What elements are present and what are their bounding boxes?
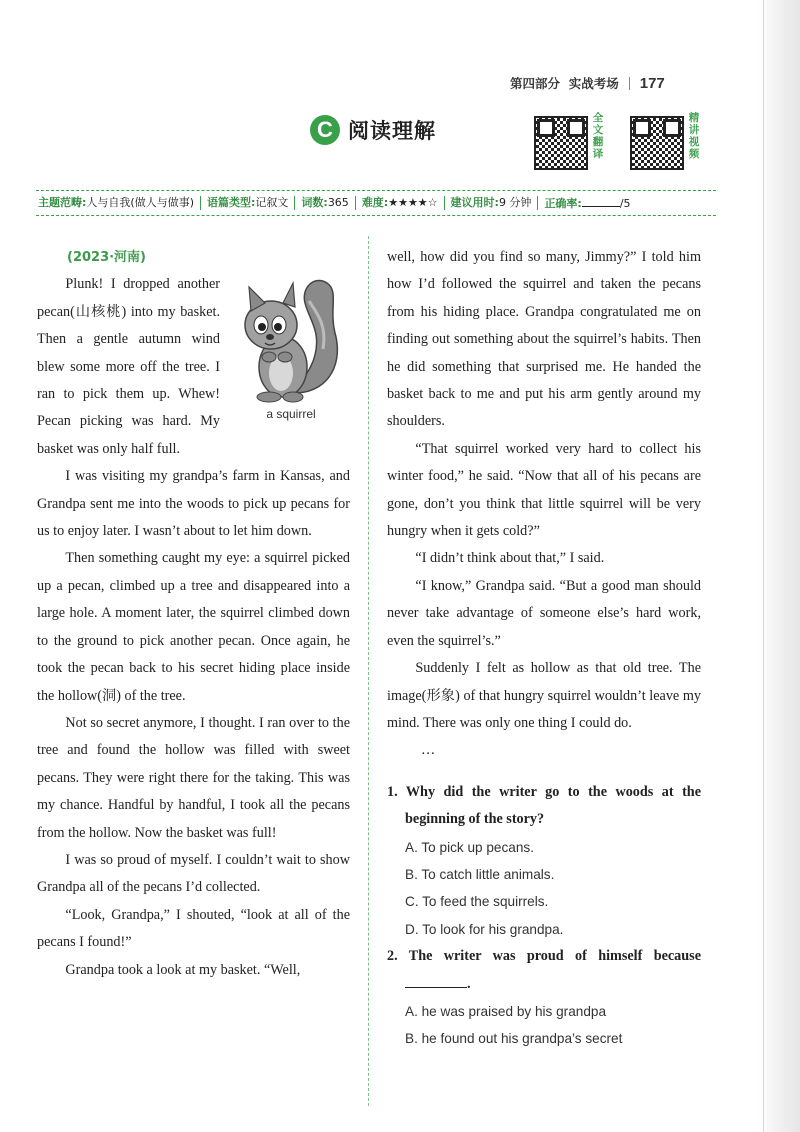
paragraph: Suddenly I felt as hollow as that old tree. The image(形象) of that hungry squirrel wouldn’t leave my mind. There was only one thing I could do. xyxy=(387,660,701,731)
passage-source: (2023·河南) xyxy=(67,250,147,265)
running-head xyxy=(510,74,665,92)
paragraph: “I didn’t think about that,” I said. xyxy=(415,550,605,567)
paragraph: Plunk! I dropped another pecan(山核桃) into my basket. Then a gentle autumn wind blew some more off the tree. I ran to pick them up. Whew! Pecan picking was hard. My basket was only half full. xyxy=(37,276,220,457)
page-edge-line xyxy=(763,0,764,1132)
qr-label-translation: 全文翻译 xyxy=(592,112,604,160)
page-title: 阅读理解 xyxy=(348,119,436,143)
squirrel-figure xyxy=(232,273,350,425)
info-words: 词数:365 xyxy=(295,196,355,210)
answer-option[interactable]: D. To look for his grandpa. xyxy=(405,921,564,937)
paragraph: Then something caught my eye: a squirrel picked up a pecan, climbed up a tree and disappeared into a large hole. A moment later, the squirrel climbed down to the ground to pick another pecan. Once again, he took the pecan back to his secret hiding place inside the hollow(洞) of the tree. xyxy=(37,550,350,704)
paragraph: I was so proud of myself. I couldn’t wait to show Grandpa all of the pecans I’d collected. xyxy=(37,851,350,896)
section-badge-icon: C xyxy=(310,115,340,145)
answer-option[interactable]: A. he was praised by his grandpa xyxy=(405,1003,607,1019)
page-edge-shadow xyxy=(758,0,800,1132)
info-theme: 主题范畴:人与自我(做人与做事) xyxy=(36,196,201,210)
paragraph: Grandpa took a look at my basket. “Well, xyxy=(65,961,301,978)
question-2 xyxy=(387,943,701,1053)
paragraph: “That squirrel worked very hard to collect his winter food,” he said. “Now that all of his pecans are gone, don’t you think that little squirrel will be very hungry when it gets cold?” xyxy=(387,440,701,540)
paragraph: “Look, Grandpa,” I shouted, “look at all of the pecans I found!” xyxy=(37,906,350,951)
paragraph: I was visiting my grandpa’s farm in Kansas, and Grandpa sent me into the woods to pick up pecans for us to enjoy later. I wasn’t about to let him down. xyxy=(37,468,350,540)
answer-option[interactable]: A. To pick up pecans. xyxy=(405,839,534,855)
section-heading xyxy=(310,115,436,145)
paragraph-continuation: well, how did you find so many, Jimmy?” I told him how I’d followed the squirrel and taken the pecans from his hiding place. Grandpa congratulated me on finding out something about the squirrel’s habits. Then he did something that surprised me. He handed the basket back to me and put his arm gently around my shoulders. xyxy=(387,249,701,430)
qr-label-video: 精讲视频 xyxy=(688,112,700,160)
passage-left-column xyxy=(37,244,350,984)
info-time: 建议用时:9 分钟 xyxy=(445,196,539,210)
answer-option[interactable]: B. he found out his grandpa’s secret xyxy=(405,1031,623,1047)
info-bar xyxy=(36,190,716,216)
paragraph: Not so secret anymore, I thought. I ran over to the tree and found the hollow was filled with sweet pecans. They were right there for the taking. This was my chance. Handful by handful, I took all the pecans from the hollow. Now the basket was full! xyxy=(37,714,350,841)
paragraph: “I know,” Grandpa said. “But a good man should never take advantage of someone else’s hard work, even the squirrel’s.” xyxy=(387,577,701,649)
column-divider xyxy=(368,236,369,1106)
answer-blank[interactable] xyxy=(405,975,467,988)
accuracy-blank[interactable] xyxy=(582,196,620,207)
info-accuracy: 正确率: /5 xyxy=(544,196,631,210)
question-stem: 2. The writer was proud of himself because . xyxy=(387,948,701,992)
question-1 xyxy=(387,779,701,943)
section-label: 第四部分 xyxy=(510,76,561,91)
page-number: 177 xyxy=(639,75,665,92)
passage-ellipsis: … xyxy=(421,742,436,759)
header-separator xyxy=(629,77,630,90)
answer-option[interactable]: C. To feed the squirrels. xyxy=(405,894,549,910)
qr-code-video[interactable] xyxy=(630,116,684,170)
question-stem: 1. Why did the writer go to the woods at the beginning of the story? xyxy=(387,783,701,828)
info-genre: 语篇类型:记叙文 xyxy=(201,196,295,210)
passage-right-column xyxy=(387,244,701,1053)
answer-option[interactable]: B. To catch little animals. xyxy=(405,866,555,882)
figure-caption: a squirrel xyxy=(266,407,316,422)
section-title: 实战考场 xyxy=(568,76,619,91)
squirrel-icon xyxy=(235,273,347,405)
info-difficulty: 难度:★★★★☆ xyxy=(356,196,445,210)
qr-code-translation[interactable] xyxy=(534,116,588,170)
